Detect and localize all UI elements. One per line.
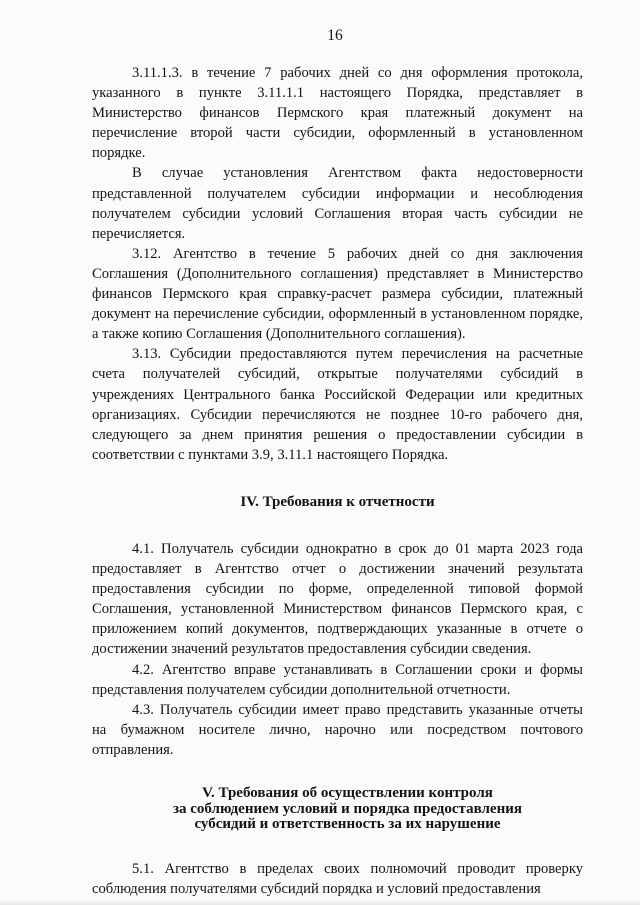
paragraph-3-11-1-3: 3.11.1.3. в течение 7 рабочих дней со дня оформления протокола, указанного в пункте 3.11.1.1 настоящего Порядка, представляет в Министерство финансов Пермского края платежный документ на перечисление второй части субсидии, оформленный в установленном порядке.: [92, 65, 583, 162]
paragraph-3-13: 3.13. Субсидии предоставляются путем перечисления на расчетные счета получателей субсидий, открытые получателями субсидий в учреждениях Центрального банка Российской Федерации или кредитных организациях. Субсидии перечисляются не позднее 10-го рабочего дня, следующего за днем принятия решения о предоставлении субсидии в соответствии с пунктами 3.9, 3.11.1 настоящего Порядка.: [92, 346, 583, 463]
paragraph-5-1: 5.1. Агентство в пределах своих полномочий проводит проверку соблюдения получателями субсидий порядка и условий предоставления: [92, 860, 583, 897]
page-number: 16: [327, 27, 343, 44]
paragraph-4-1: 4.1. Получатель субсидии однократно в срок до 01 марта 2023 года предоставляет в Агентство отчет о достижении значений результата предоставления субсидии по форме, определенной типовой формой Соглашения, установленной Министерством финансов Пермского края, с приложением копий документов, подтверждающих указанные в отчете о достижении значений результатов предоставления субсидии сведения.: [92, 540, 583, 658]
section-5-heading-line: V. Требования об осуществлении контроля: [202, 785, 493, 801]
section-5-heading: [92, 786, 583, 833]
section-5-heading-line: за соблюдением условий и порядка предоставления: [173, 800, 522, 817]
paragraph-3-12: 3.12. Агентство в течение 5 рабочих дней со дня заключения Соглашения (Дополнительного соглашения) представляет в Министерство финансов Пермского края справку-расчет размера субсидии, платежный документ на перечисление субсидии, оформленный в установленном порядке, а также копию Соглашения (Дополнительного соглашения).: [92, 245, 583, 343]
section-5-heading-line: субсидий и ответственность за их нарушение: [194, 816, 501, 832]
page-edge-shadow: [0, 899, 640, 905]
section-4-heading: IV. Требования к отчетности: [240, 493, 435, 510]
document-body: [92, 63, 583, 899]
paragraph-4-3: 4.3. Получатель субсидии имеет право представить указанные отчеты на бумажном носителе лично, нарочно или посредством почтового отправления.: [92, 701, 583, 758]
paragraph-4-2: 4.2. Агентство вправе устанавливать в Соглашении сроки и формы представления получателем субсидии дополнительной отчетности.: [92, 661, 583, 698]
paragraph-non-transfer: В случае установления Агентством факта недостоверности представленной получателем субсидии информации и несоблюдения получателем субсидии условий Соглашения вторая часть субсидии не перечисляется.: [92, 165, 583, 242]
